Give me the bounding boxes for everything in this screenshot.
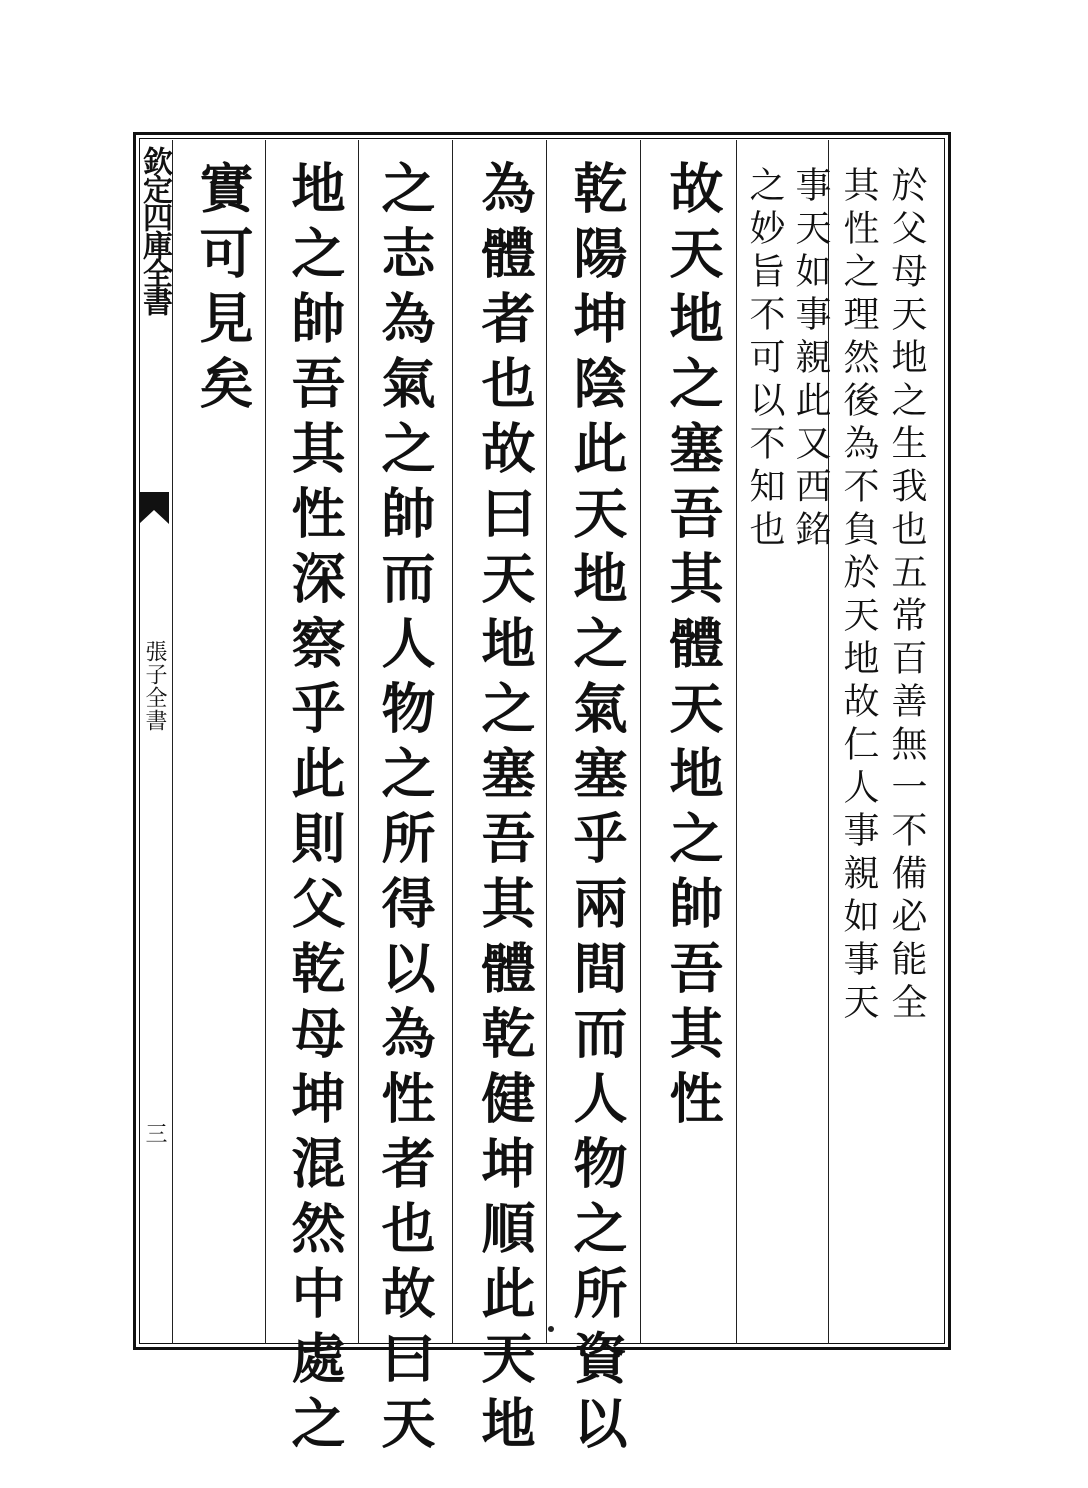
column-divider xyxy=(640,140,641,1344)
column-divider xyxy=(452,140,453,1344)
main-text-column-4: 之志為氣之帥而人物之所得以為性者也故曰天 xyxy=(373,160,437,1460)
commentary-column-1: 於父母天地之生我也五常百善無一不備必能全 xyxy=(886,166,927,1026)
commentary-column-4: 之妙旨不可以不知也 xyxy=(744,166,785,553)
commentary-column-2: 其性之理然後為不負於天地故仁人事親如事天 xyxy=(838,166,879,1026)
book-title: 張子全書 xyxy=(142,640,167,732)
main-text-column-5: 地之帥吾其性深察乎此則父乾母坤混然中處之 xyxy=(283,160,347,1460)
series-title: 欽定四庫全書 xyxy=(137,146,172,314)
page-number: 三 xyxy=(142,1122,167,1144)
margin-strip-divider xyxy=(172,140,173,1344)
commentary-column-3: 事天如事親此又西銘 xyxy=(790,166,831,553)
main-text-column-3: 為體者也故曰天地之塞吾其體乾健坤順此天地 xyxy=(473,160,537,1460)
ink-mark xyxy=(548,1326,554,1332)
fish-tail-icon xyxy=(139,492,169,524)
main-text-column-1: 故天地之塞吾其體天地之帥吾其性 xyxy=(661,160,725,1135)
main-text-column-6: 實可見矣 xyxy=(191,160,255,420)
column-divider xyxy=(736,140,737,1344)
main-text-column-2: 乾陽坤陰此天地之氣塞乎兩間而人物之所資以 xyxy=(565,160,629,1460)
column-divider xyxy=(358,140,359,1344)
